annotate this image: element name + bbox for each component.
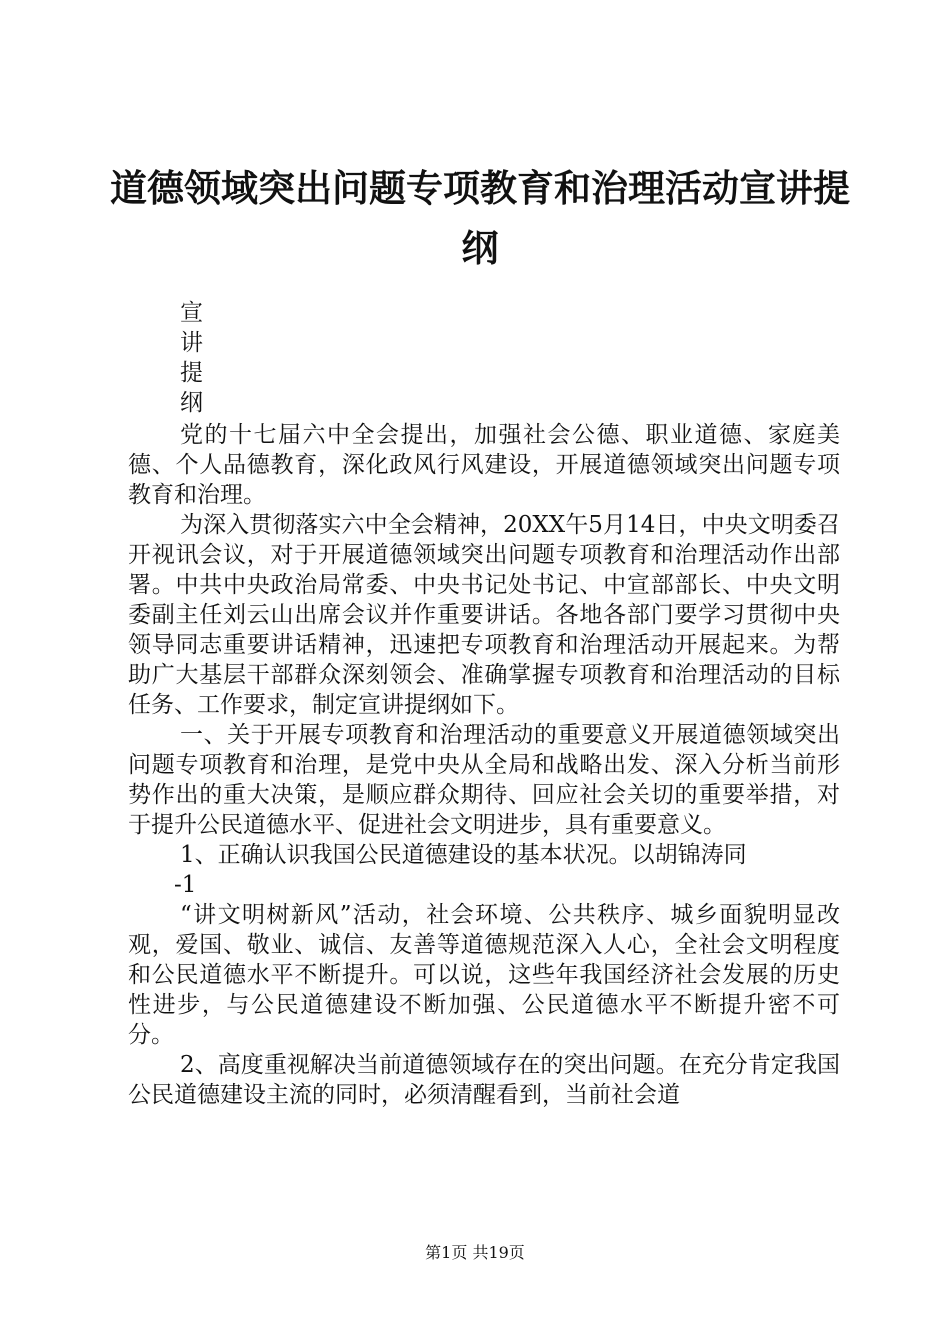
vertical-heading [180, 298, 210, 418]
vertical-heading-char: 讲 [180, 330, 203, 356]
page-footer: 第1页 共19页 [425, 1243, 525, 1262]
paragraph-meeting: 为深入贯彻落实六中全会精神，20XX午5月14日，中央文明委召开视讯会议，对于开展道德领域突出问题专项教育和治理活动作出部署。中共中央政治局常委、中央书记处书记、中宣部部长、中央文明委副主任刘云山出席会议并作重要讲话。各地各部门要学习贯彻中央领导同志重要讲话精神，迅速把专项教育和治理活动开展起来。为帮助广大基层干部群众深刻领会、准确掌握专项教育和治理活动的目标任务、工作要求，制定宣讲提纲如下。 [128, 512, 840, 718]
paragraph-intro: 党的十七届六中全会提出，加强社会公德、职业道德、家庭美德、个人品德教育，深化政风行风建设，开展道德领域突出问题专项教育和治理。 [128, 422, 840, 508]
paragraph-item-2: 2、高度重视解决当前道德领域存在的突出问题。在充分肯定我国公民道德建设主流的同时，必须清醒看到，当前社会道 [128, 1052, 840, 1108]
vertical-heading-char: 提 [180, 360, 203, 386]
vertical-heading-char: 纲 [180, 390, 203, 416]
vertical-heading-char: 宣 [180, 300, 203, 326]
paragraph-section-1: 一、关于开展专项教育和治理活动的重要意义开展道德领域突出问题专项教育和治理，是党中央从全局和战略出发、深入分析当前形势作出的重大决策，是顺应群众期待、回应社会关切的重要举措，对于提升公民道德水平、促进社会文明进步，具有重要意义。 [128, 722, 840, 838]
paragraph-activity: “讲文明树新风”活动，社会环境、公共秩序、城乡面貌明显改观，爱国、敬业、诚信、友善等道德规范深入人心，全社会文明程度和公民道德水平不断提升。可以说，这些年我国经济社会发展的历史性进步，与公民道德建设不断加强、公民道德水平不断提升密不可分。 [128, 902, 840, 1048]
document-title: 道德领域突出问题专项教育和治理活动宣讲提纲 [110, 166, 850, 270]
paragraph-item-1: 1、正确认识我国公民道德建设的基本状况。以胡锦涛同 [180, 842, 747, 868]
document-body [128, 420, 840, 1110]
page-marker: -1 [174, 872, 197, 898]
